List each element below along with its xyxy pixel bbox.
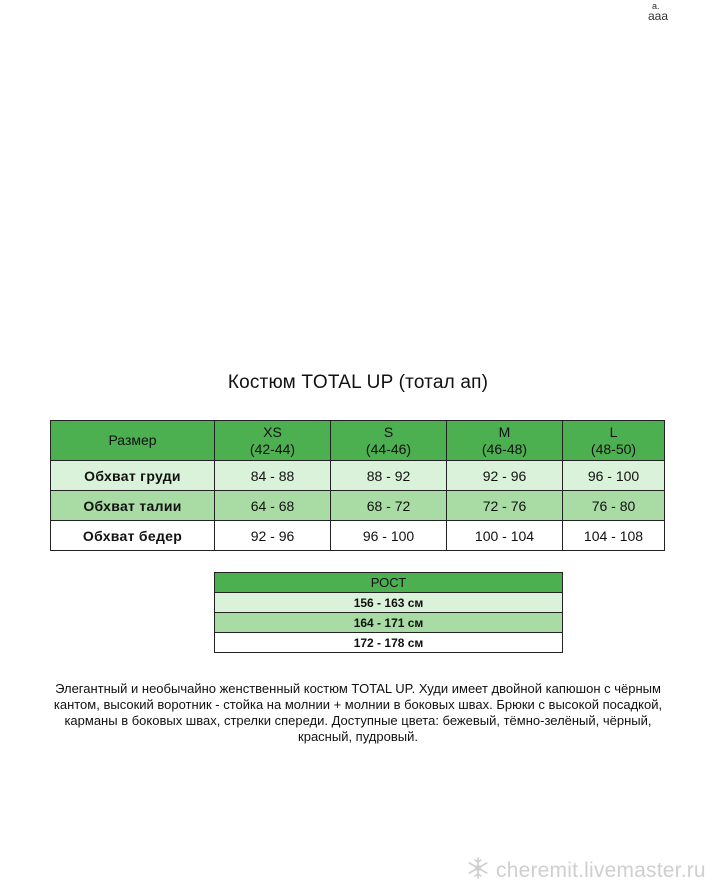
size-range: (46-48) bbox=[481, 440, 528, 457]
size-range: (44-46) bbox=[365, 440, 412, 457]
height-row bbox=[215, 633, 563, 653]
row-label: Обхват талии bbox=[51, 491, 215, 521]
table-cell: 96 - 100 bbox=[563, 461, 665, 491]
height-header: РОСТ bbox=[215, 573, 563, 593]
corner-text-line-2: aaa bbox=[648, 9, 669, 22]
height-cell: 156 - 163 см bbox=[215, 593, 563, 613]
size-range: (42-44) bbox=[249, 440, 296, 457]
table-row-hips bbox=[51, 521, 665, 551]
size-chart-header-row bbox=[51, 421, 665, 461]
height-header-row bbox=[215, 573, 563, 593]
size-code: S bbox=[383, 423, 394, 440]
table-cell: 68 - 72 bbox=[331, 491, 447, 521]
size-header-l bbox=[563, 421, 665, 461]
size-code: L bbox=[609, 423, 618, 440]
height-row bbox=[215, 593, 563, 613]
table-row-waist bbox=[51, 491, 665, 521]
height-row bbox=[215, 613, 563, 633]
watermark bbox=[466, 856, 706, 886]
table-cell: 96 - 100 bbox=[331, 521, 447, 551]
table-cell: 92 - 96 bbox=[447, 461, 563, 491]
table-cell: 72 - 76 bbox=[447, 491, 563, 521]
table-row-chest bbox=[51, 461, 665, 491]
watermark-text: cheremit.livemaster.ru bbox=[496, 859, 706, 882]
table-cell: 100 - 104 bbox=[447, 521, 563, 551]
table-cell: 64 - 68 bbox=[215, 491, 331, 521]
page-title: Костюм TOTAL UP (тотал ап) bbox=[227, 372, 489, 393]
size-header-m bbox=[447, 421, 563, 461]
size-range: (48-50) bbox=[590, 440, 637, 457]
height-cell: 164 - 171 см bbox=[215, 613, 563, 633]
size-code: M bbox=[498, 423, 511, 440]
corner-text-fragment bbox=[648, 4, 688, 22]
row-label: Обхват груди bbox=[51, 461, 215, 491]
table-cell: 92 - 96 bbox=[215, 521, 331, 551]
height-table bbox=[214, 572, 563, 653]
table-cell: 76 - 80 bbox=[563, 491, 665, 521]
table-cell: 104 - 108 bbox=[563, 521, 665, 551]
size-header-s bbox=[331, 421, 447, 461]
size-header-xs bbox=[215, 421, 331, 461]
table-cell: 84 - 88 bbox=[215, 461, 331, 491]
product-description: Элегантный и необычайно женственный костюм TOTAL UP. Худи имеет двойной капюшон с чёрным кантом, высокий воротник - стойка на молнии + молнии в боковых швах. Брюки с высокой посадкой, карманы в боковых швах, стрелки спереди. Доступные цвета: бежевый, тёмно-зелёный, чёрный, красный, пудровый. bbox=[53, 681, 663, 744]
corner-text-line-1: a. bbox=[652, 4, 660, 10]
row-label: Обхват бедер bbox=[51, 521, 215, 551]
height-cell: 172 - 178 см bbox=[215, 633, 563, 653]
size-header-label: Размер bbox=[51, 421, 215, 461]
table-cell: 88 - 92 bbox=[331, 461, 447, 491]
size-chart-table bbox=[50, 420, 665, 551]
size-code: XS bbox=[263, 423, 282, 440]
snowflake-icon bbox=[466, 856, 490, 886]
